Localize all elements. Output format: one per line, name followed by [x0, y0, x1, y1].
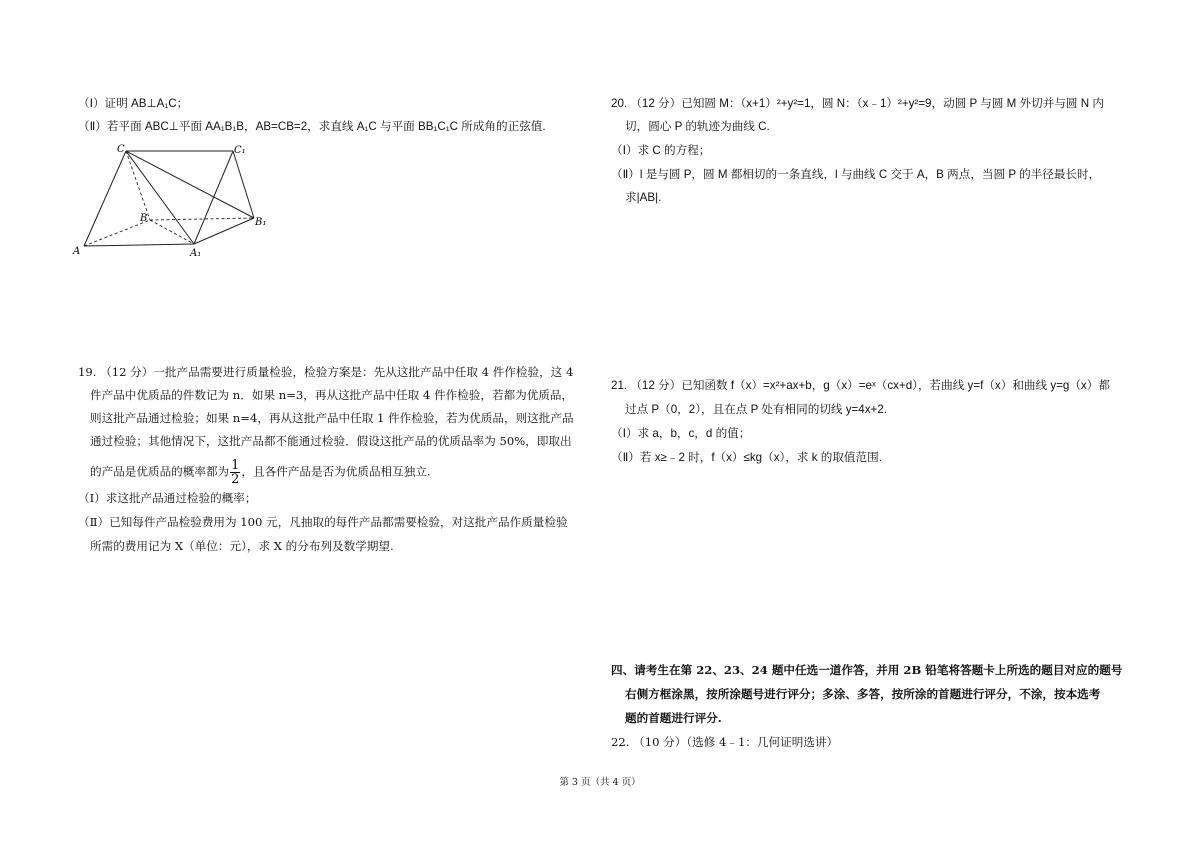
q19-line5-pre: 的产品是优质品的概率都为 — [90, 464, 230, 479]
q20-part2-line1: （Ⅱ）l 是与圆 P，圆 M 都相切的一条直线，l 与曲线 C 交于 A，B 两点，当圆 P 的半径最长时， — [611, 168, 1101, 181]
q20-line2: 切，圆心 P 的轨迹为曲线 C. — [625, 120, 770, 133]
q19-line3: 则这批产品通过检验；如果 n=4，再从这批产品中任取 1 件作检验，若为优质品，则这批产品 — [90, 411, 574, 425]
q20-line1: 20. （12 分）已知圆 M：（x+1）²+y²=1，圆 N：（x﹣1）²+y²=9，动圆 P 与圆 M 外切并与圆 N 内 — [611, 97, 1104, 110]
q19-line4: 通过检验；其他情况下，这批产品都不能通过检验．假设这批产品的优质品率为 50%，即取出 — [90, 434, 572, 448]
q21-line2: 过点 P（0，2），且在点 P 处有相同的切线 y=4x+2. — [625, 403, 887, 416]
section4-line1: 四、请考生在第 22、23、24 题中任选一道作答，并用 2B 铅笔将答题卡上所选的题目对应的题号 — [611, 663, 1123, 677]
q19-part2-line2: 所需的费用记为 X（单位：元），求 X 的分布列及数学期望. — [90, 539, 394, 553]
label-C1: C₁ — [234, 145, 246, 156]
section4-line2: 右侧方框涂黑，按所涂题号进行评分；多涂、多答，按所涂的首题进行评分，不涂，按本选考 — [625, 687, 1101, 701]
q19-part1: （Ⅰ）求这批产品通过检验的概率； — [78, 491, 257, 505]
label-A: A — [73, 246, 81, 257]
q18-part2: （Ⅱ）若平面 ABC⊥平面 AA₁B₁B，AB=CB=2，求直线 A₁C 与平面 BB₁C₁C 所成角的正弦值. — [78, 120, 546, 133]
q21-part1: （Ⅰ）求 a，b，c，d 的值； — [611, 427, 751, 440]
prism-figure — [70, 140, 280, 265]
page-footer: 第 3 页（共 4 页） — [559, 777, 641, 788]
q19-line5 — [90, 459, 431, 486]
label-B: B — [140, 213, 148, 224]
label-C: C — [117, 144, 125, 155]
q19-line1: 19. （12 分）一批产品需要进行质量检验，检验方案是：先从这批产品中任取 4 件作检验，这 4 — [78, 365, 574, 379]
section4-line3: 题的首题进行评分. — [625, 711, 722, 725]
q19-line5-post: ，且各件产品是否为优质品相互独立. — [241, 464, 431, 479]
q21-part2: （Ⅱ）若 x≥﹣2 时，f（x）≤kg（x），求 k 的取值范围. — [611, 451, 882, 464]
q22-line1: 22. （10 分）（选修 4﹣1：几何证明选讲） — [611, 735, 839, 749]
fraction-numerator: 1 — [231, 458, 240, 473]
q21-line1: 21. （12 分）已知函数 f（x）=x²+ax+b，g（x）=eˣ（cx+d），若曲线 y=f（x）和曲线 y=g（x）都 — [611, 379, 1110, 392]
q19-line2: 件产品中优质品的件数记为 n．如果 n=3，再从这批产品中任取 4 件作检验，若都为优质品， — [90, 388, 574, 402]
q19-part2-line1: （Ⅱ）已知每件产品检验费用为 100 元，凡抽取的每件产品都需要检验，对这批产品作质量检验 — [78, 515, 568, 529]
q20-part1: （Ⅰ）求 C 的方程； — [611, 144, 711, 157]
label-A1: A₁ — [190, 248, 202, 259]
fraction-denominator: 2 — [231, 472, 240, 487]
one-half-fraction — [230, 459, 240, 486]
label-B1: B₁ — [255, 217, 267, 228]
q20-part2-line2: 求|AB|. — [625, 191, 662, 204]
q18-part1: （Ⅰ）证明 AB⊥A₁C； — [78, 97, 189, 110]
